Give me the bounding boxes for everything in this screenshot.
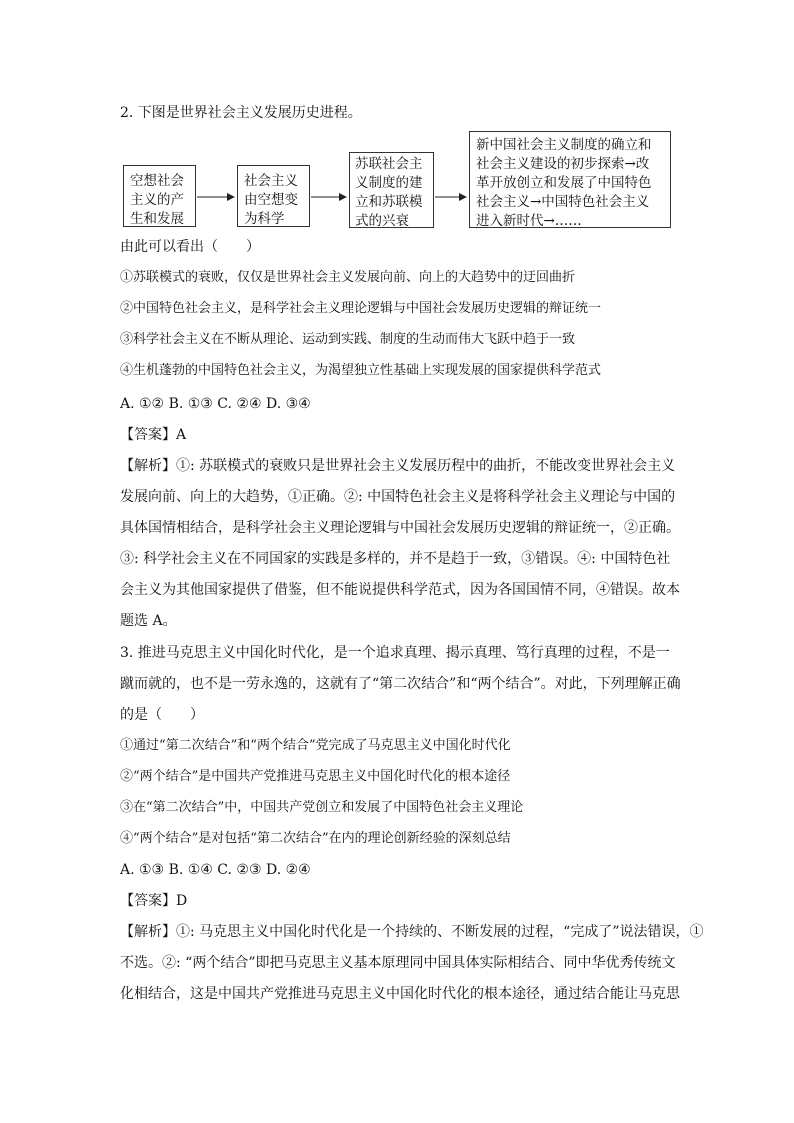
q3-answer: 【答案】D (120, 893, 188, 909)
flow-box-2-line: 社会主义 (244, 173, 298, 189)
q3-analysis-line: 不选。②: “两个结合”即把马克思主义基本原理同中国具体实际相结合、同中华优秀传统文 (120, 955, 676, 971)
flow-box-3-line: 立和苏联模 (355, 194, 423, 210)
flow-box-4-line: 社会主义建设的初步探索→改 (476, 156, 650, 172)
q2-prompt: 由此可以看出（ ） (120, 239, 260, 255)
q3-stem-line: 蹴而就的，也不是一劳永逸的，这就有了“第二次结合”和“两个结合”。对此，下列理解正确 (120, 676, 681, 692)
q2-option-1: ①苏联模式的衰败，仅仅是世界社会主义发展向前、向上的大趋势中的迂回曲折 (120, 270, 576, 285)
flow-box-3-line: 式的兴衰 (355, 213, 409, 229)
flow-box-2-line: 由空想变 (244, 192, 298, 208)
flow-box-1-line: 主义的产 (130, 192, 184, 208)
q2-option-2: ②中国特色社会主义，是科学社会主义理论逻辑与中国社会发展历史逻辑的辩证统一 (120, 301, 602, 316)
q2-answer: 【答案】A (120, 427, 187, 443)
q3-stem-line: 的是（ ） (120, 707, 204, 723)
flow-box-4-line: 进入新时代→…… (476, 213, 582, 229)
q3-option-1: ①通过“第二次结合”和“两个结合”党完成了马克思主义中国化时代化 (120, 738, 511, 753)
flow-box-1-line: 生和发展 (130, 211, 184, 227)
q2-analysis-line: 会主义为其他国家提供了借鉴，但不能说提供科学范式，因为各国国情不同，④错误。故本 (120, 582, 680, 598)
q3-analysis-line: 化相结合，这是中国共产党推进马克思主义中国化时代化的根本途径，通过结合能让马克思 (120, 986, 680, 1002)
flow-box-3-line: 苏联社会主 (355, 156, 423, 172)
q2-analysis-line: 【解析】①: 苏联模式的衰败只是世界社会主义发展历程中的曲折，不能改变世界社会主义 (120, 458, 676, 474)
q3-option-4: ④“两个结合”是对包括“第二次结合”在内的理论创新经验的深刻总结 (120, 831, 511, 846)
q2-analysis-line: 具体国情相结合，是科学社会主义理论逻辑与中国社会发展历史逻辑的辩证统一，②正确。 (120, 520, 680, 536)
q2-analysis-line: 发展向前、向上的大趋势，①正确。②: 中国特色社会主义是将科学社会主义理论与中国的 (120, 489, 676, 505)
flow-box-4-line: 新中国社会主义制度的确立和 (476, 137, 652, 153)
q2-stem: 2. 下图是世界社会主义发展历史进程。 (120, 105, 362, 121)
q2-option-4: ④生机蓬勃的中国特色社会主义，为渴望独立性基础上实现发展的国家提供科学范式 (120, 363, 602, 378)
flow-box-4-line: 革开放创立和发展了中国特色 (476, 175, 652, 191)
q2-option-3: ③科学社会主义在不断从理论、运动到实践、制度的生动而伟大飞跃中趋于一致 (120, 332, 576, 347)
q2-analysis-line: ③: 科学社会主义在不同国家的实践是多样的，并不是趋于一致，③错误。④: 中国特色社 (120, 551, 671, 567)
flow-box-4-line: 社会主义→中国特色社会主义 (476, 194, 650, 210)
q3-option-3: ③在“第二次结合”中，中国共产党创立和发展了中国特色社会主义理论 (120, 800, 524, 815)
q3-stem-line: 3. 推进马克思主义中国化时代化，是一个追求真理、揭示真理、笃行真理的过程，不是一 (120, 645, 670, 661)
q2-analysis-line: 题选 A。 (120, 613, 177, 629)
q3-option-2: ②“两个结合”是中国共产党推进马克思主义中国化时代化的根本途径 (120, 769, 511, 784)
q2-choices: A. ①② B. ①③ C. ②④ D. ③④ (120, 396, 311, 412)
q3-analysis-line: 【解析】①: 马克思主义中国化时代化是一个持续的、不断发展的过程，“完成了”说法错误，① (120, 924, 704, 940)
flow-box-1-line: 空想社会 (130, 173, 184, 189)
q3-choices: A. ①③ B. ①④ C. ②③ D. ②④ (120, 862, 311, 878)
flow-box-2-line: 为科学 (244, 211, 285, 227)
flow-box-3-line: 义制度的建 (355, 175, 423, 191)
